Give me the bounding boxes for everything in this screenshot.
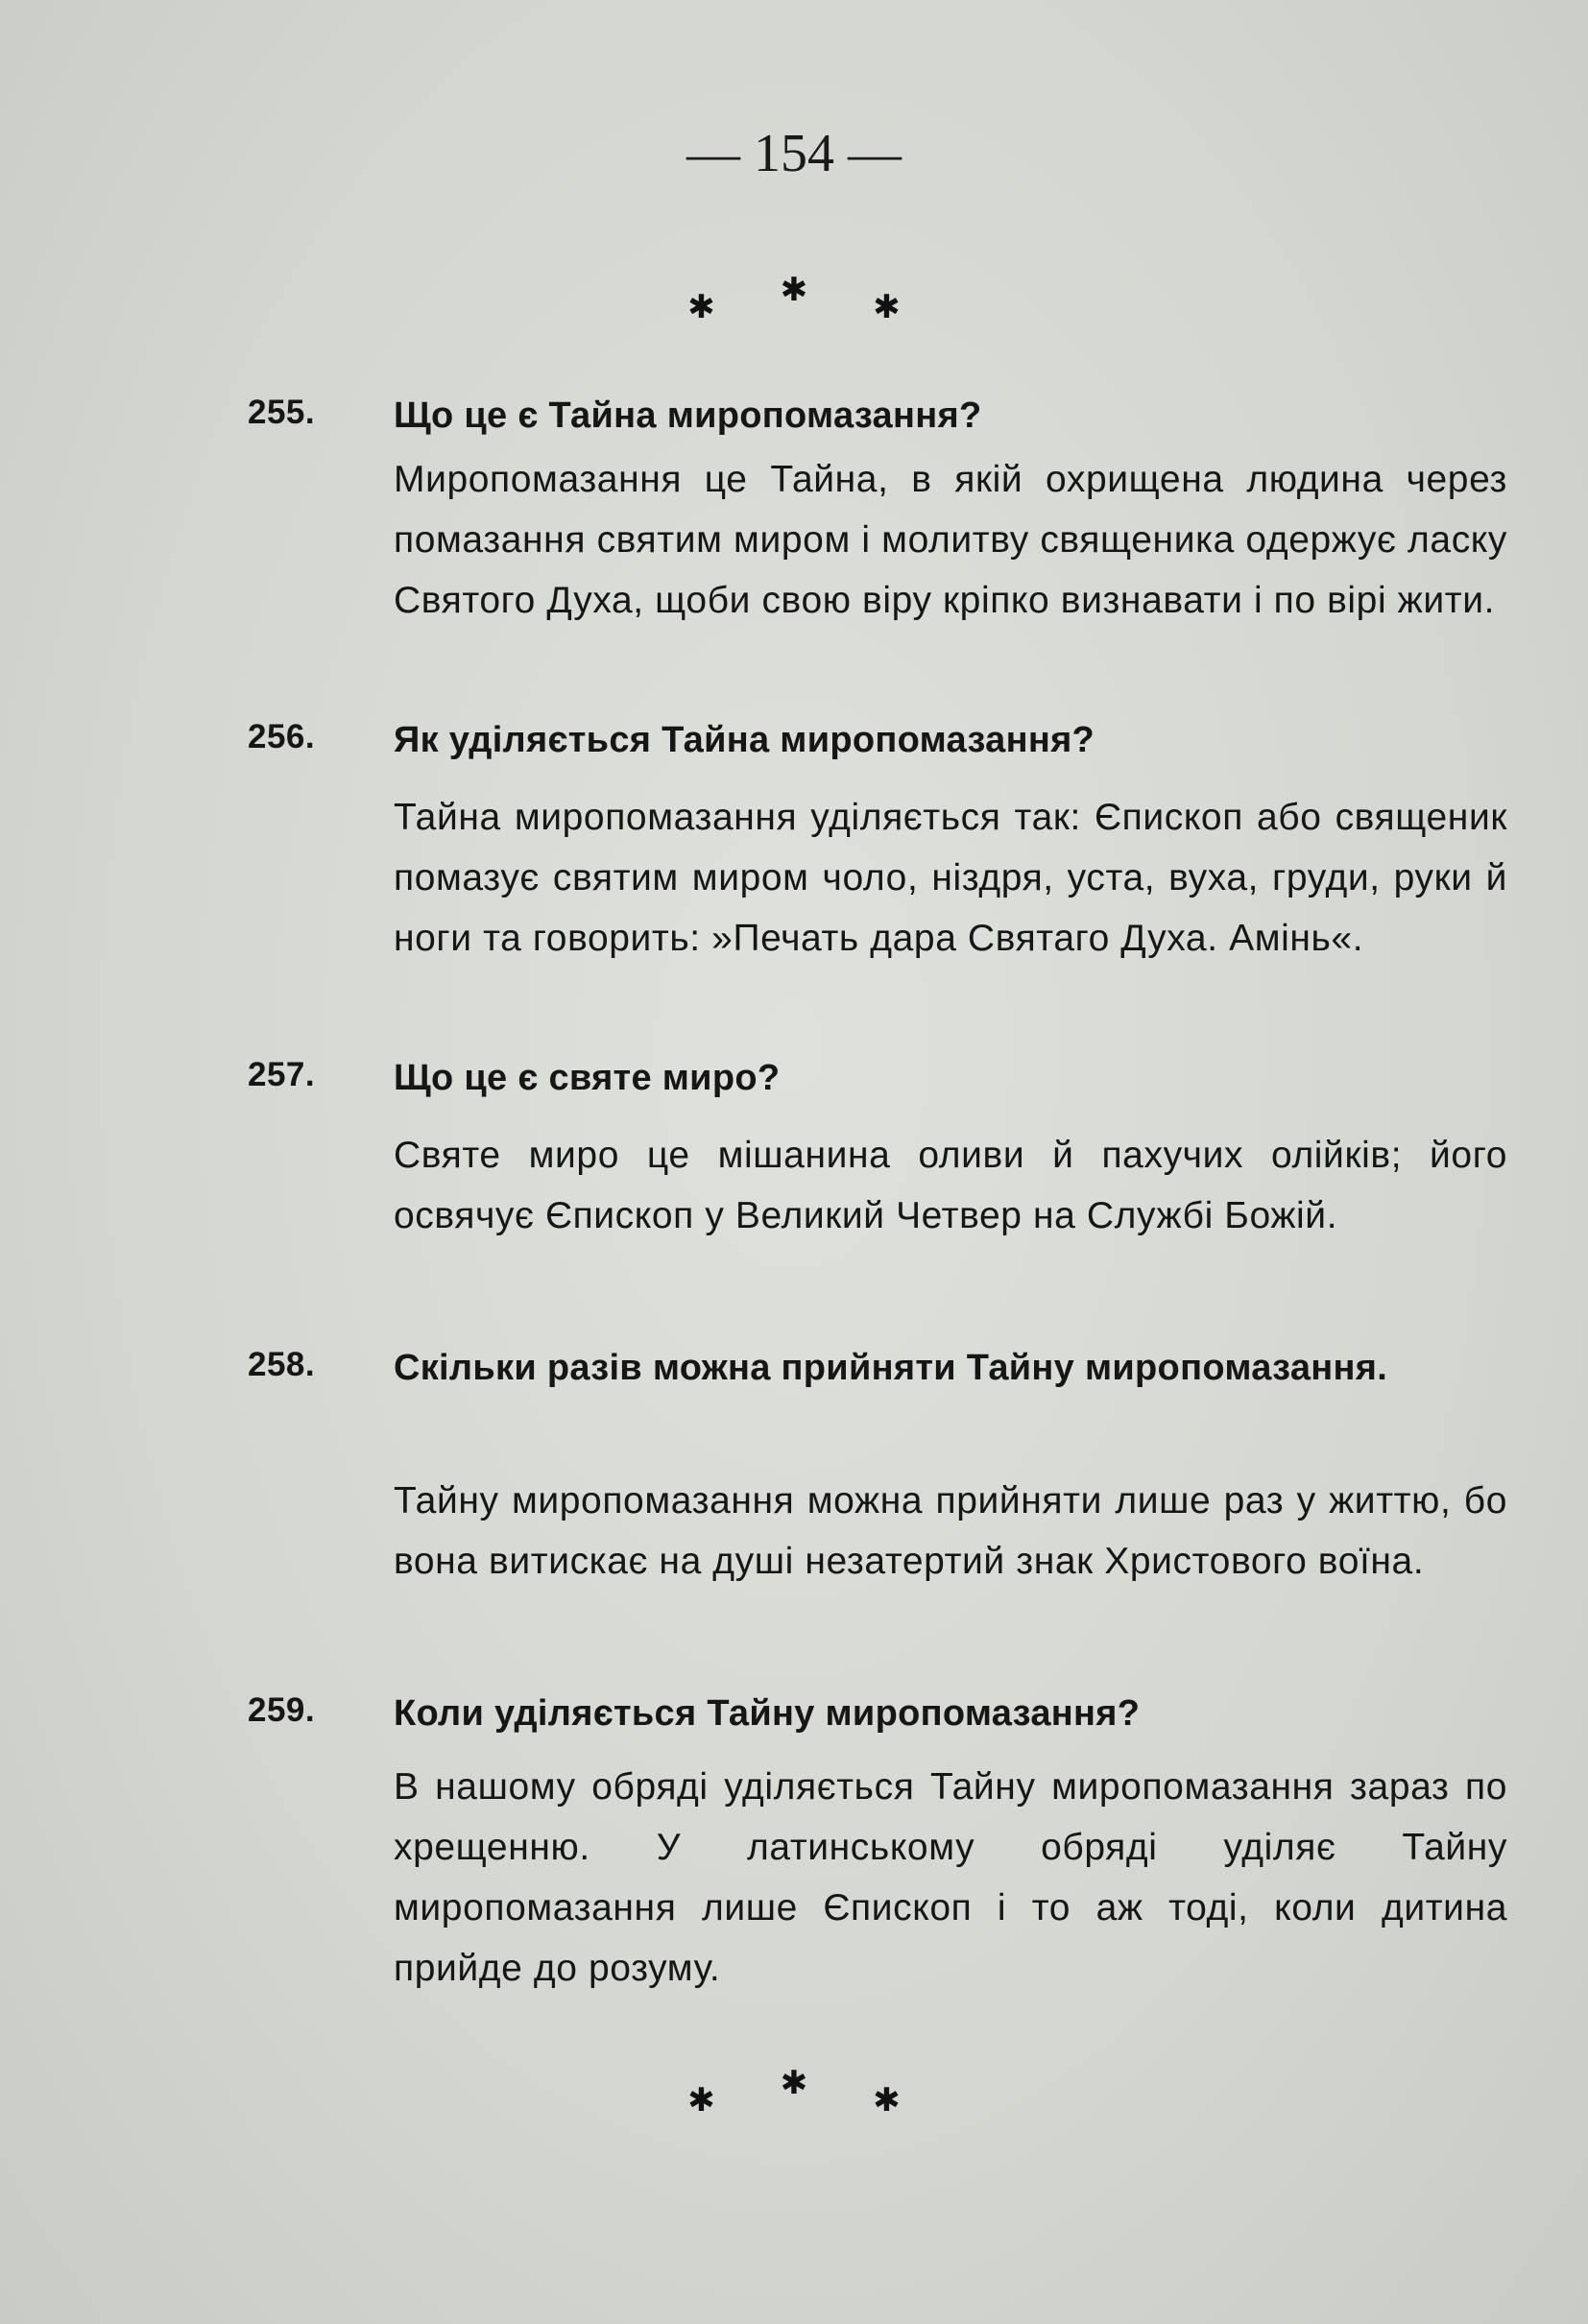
- entry-question: Що це є Тайна миропомазання?: [394, 395, 982, 436]
- asterisk-icon: ✱: [780, 2064, 808, 2102]
- entry-question: Скільки разів можна прийняти Тайну миропомазання.: [394, 1348, 1388, 1388]
- asterisk-icon: ✱: [873, 288, 901, 326]
- entry-answer: В нашому обряді уділяється Тайну миропомазання зараз по хрещенню. У латинському обряді уділяє Тайну миропомазання лише Єпископ і то аж тоді, коли дитина прийде до розуму.: [394, 1766, 1507, 1989]
- asterisk-icon: ✱: [687, 2081, 715, 2120]
- entry-answer: Тайна миропомазання уділяється так: Єпископ або священик помазує святим миром чоло, ніздря, уста, вуха, груди, руки й ноги та говорить: »Печать дара Святаго Духа. Амінь«.: [394, 797, 1507, 959]
- entry-question: Як уділяється Тайна миропомазання?: [394, 720, 1095, 760]
- asterisk-icon: ✱: [780, 271, 808, 309]
- entry-number: 255.: [248, 394, 316, 431]
- entry-number: 259.: [248, 1691, 316, 1729]
- entry-number: 257.: [248, 1056, 316, 1093]
- entry-number: 256.: [248, 718, 316, 755]
- entry-answer: Тайну миропомазання можна прийняти лише раз у життю, бо вона витискає на душі незатертий знак Христового воїна.: [394, 1480, 1507, 1582]
- section-separator-bottom: [0, 2064, 1588, 2120]
- page-number: — 154 —: [686, 124, 902, 183]
- entry-question: Що це є святе миро?: [394, 1058, 781, 1098]
- entry-question: Коли уділяється Тайну миропомазання?: [394, 1693, 1141, 1734]
- section-separator-top: [0, 271, 1588, 326]
- asterisk-icon: ✱: [687, 288, 715, 326]
- entry-number: 258.: [248, 1346, 316, 1383]
- entry-answer: Святе миро це мішанина оливи й пахучих олійків; його освячує Єпископ у Великий Четвер на Службі Божій.: [394, 1135, 1507, 1236]
- asterisk-icon: ✱: [873, 2081, 901, 2120]
- entry-answer: Миропомазання це Тайна, в якій охрищена людина через помазання святим миром і молитву священика одержує ласку Святого Духа, щоби свою віру кріпко визнавати і по вірі жити.: [394, 459, 1507, 621]
